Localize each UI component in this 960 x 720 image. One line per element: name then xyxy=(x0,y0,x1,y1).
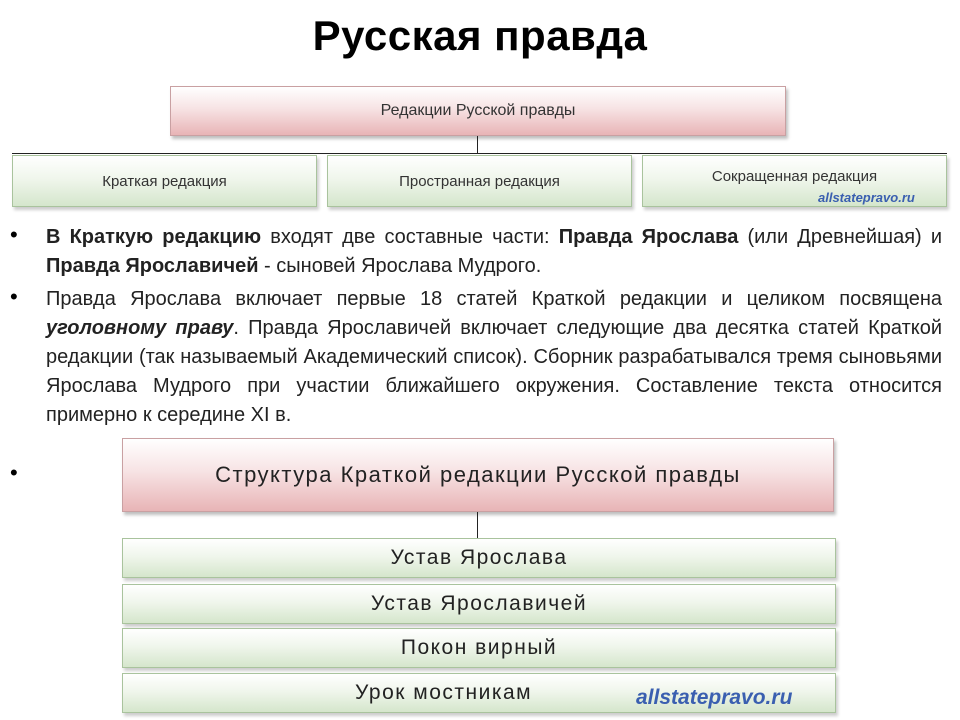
b1-bold2: Правда Ярослава xyxy=(558,226,739,248)
top-root-box xyxy=(170,86,786,136)
b1-text3: - сыновей Ярослава Мудрого. xyxy=(258,255,542,277)
bullet-text-1 xyxy=(46,223,942,281)
bottom-watermark: allstatepravo.ru xyxy=(636,686,793,709)
top-child-label-1: Краткая редакция xyxy=(102,172,227,190)
bottom-item-label-1: Устав Ярослава xyxy=(390,546,568,569)
top-child-label-3: Сокращенная редакция xyxy=(711,168,878,185)
bottom-root-label: Структура Краткой редакции Русской правды xyxy=(215,462,741,487)
b1-bold1: В Краткую редакцию xyxy=(46,226,262,248)
page-title: Русская правда xyxy=(312,12,648,59)
bottom-root-box xyxy=(122,438,834,512)
b2-bolditalic: уголовному праву xyxy=(46,317,234,339)
b1-bold3: Правда Ярославичей xyxy=(46,255,259,277)
top-root-label: Редакции Русской правды xyxy=(380,102,576,119)
bullet-text-2 xyxy=(46,285,942,430)
bottom-item-label-3: Покон вирный xyxy=(400,636,558,659)
bullet-marker-2: • xyxy=(10,284,18,309)
bullet-marker-1: • xyxy=(10,222,18,247)
top-child-box-1 xyxy=(12,155,317,207)
top-connector-vertical xyxy=(477,136,478,154)
bottom-connector-vertical xyxy=(477,512,478,538)
bottom-item-box-1 xyxy=(122,538,836,578)
bottom-item-box-2 xyxy=(122,584,836,624)
top-child-box-2 xyxy=(327,155,632,207)
top-connector-horizontal xyxy=(12,153,947,154)
top-child-label-2: Пространная редакция xyxy=(399,172,560,190)
bottom-item-box-3 xyxy=(122,628,836,668)
bullet-marker-3: • xyxy=(10,460,18,485)
top-watermark: allstatepravo.ru xyxy=(818,190,915,205)
b2-text1: Правда Ярослава включает первые 18 статей Краткой редакции и целиком посвящена xyxy=(46,288,942,310)
b2-text2: . Правда Ярославичей включает следующие два десятка статей Краткой редакции (так называемый Академический список). Сборник разрабатывался тремя сыновьями Ярослава Мудрого при участии ближайшего окружения. Составление текста относится примерно к середине XI в. xyxy=(46,317,942,426)
bottom-item-label-4: Урок мостникам xyxy=(355,681,533,704)
b1-text1: входят две составные части: xyxy=(261,226,559,248)
bottom-item-label-2: Устав Ярославичей xyxy=(370,592,588,615)
b1-text2: (или Древнейшая) и xyxy=(738,226,942,248)
